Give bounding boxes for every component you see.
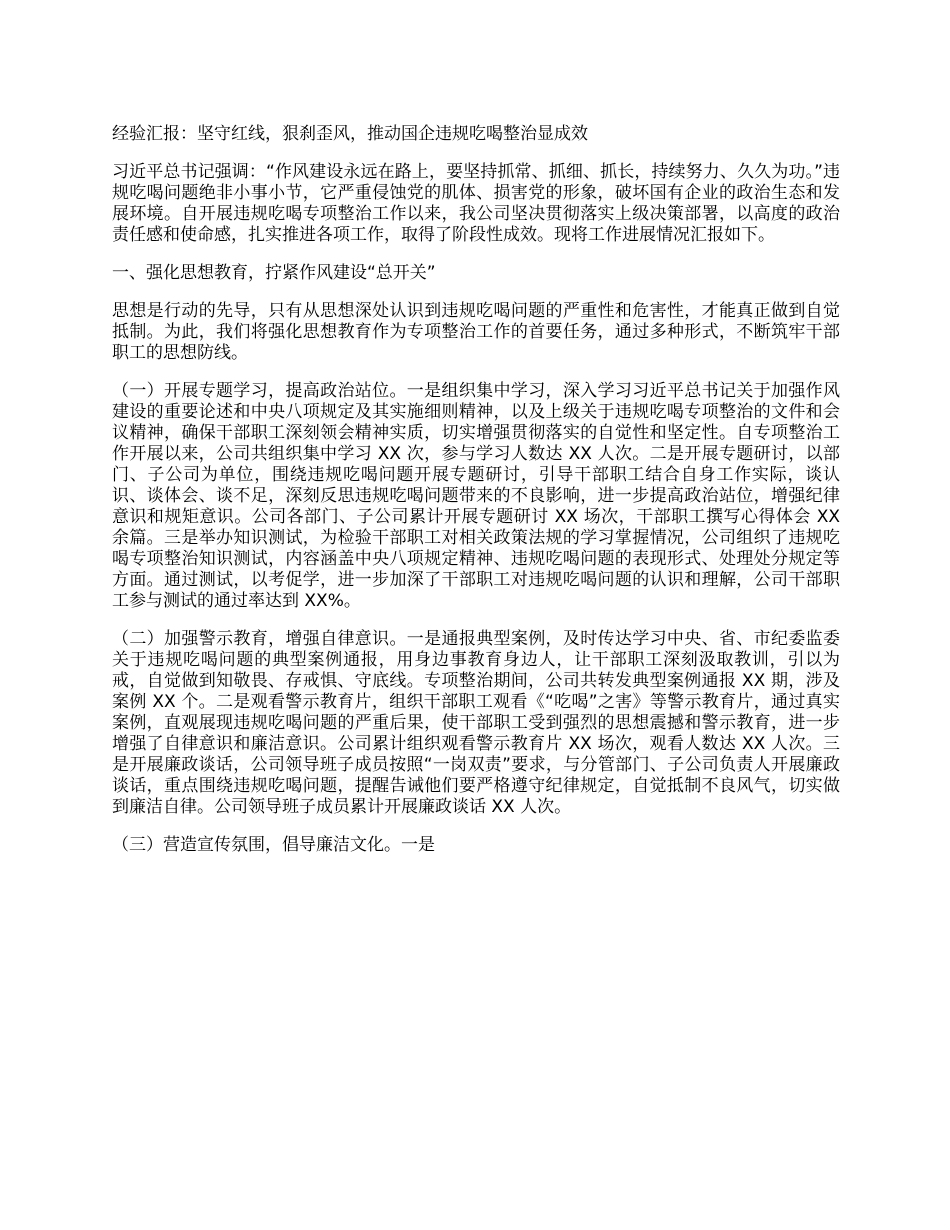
section-heading-1: 一、强化思想教育，拧紧作风建设“总开关” xyxy=(112,263,436,283)
intro-paragraph: 习近平总书记强调：“作风建设永远在路上，要坚持抓常、抓细、抓长，持续努力、久久为功。”违规吃喝问题绝非小事小节，它严重侵蚀党的肌体、损害党的形象，破坏国有企业的政治生态和发展环境。自开展违规吃喝专项整治工作以来，我公司坚决贯彻落实上级决策部署，以高度的政治责任感和使命感，扎实推进各项工作，取得了阶段性成效。现将工作进展情况汇报如下。 xyxy=(112,162,840,245)
item-3-paragraph: （三）营造宣传氛围，倡导廉洁文化。一是 xyxy=(112,835,435,855)
section-intro-paragraph: 思想是行动的先导，只有从思想深处认识到违规吃喝问题的严重性和危害性，才能真正做到自觉抵制。为此，我们将强化思想教育作为专项整治工作的首要任务，通过多种形式，不断筑牢干部职工的思想防线。 xyxy=(112,301,840,363)
document-page xyxy=(112,124,840,873)
item-1-paragraph: （一）开展专题学习，提高政治站位。一是组织集中学习，深入学习习近平总书记关于加强作风建设的重要论述和中央八项规定及其实施细则精神，以及上级关于违规吃喝专项整治的文件和会议精神，确保干部职工深刻领会精神实质，切实增强贯彻落实的自觉性和坚定性。自专项整治工作开展以来，公司共组织集中学习 XX 次，参与学习人数达 XX 人次。二是开展专题研讨，以部门、子公司为单位，围绕违规吃喝问题开展专题研讨，引导干部职工结合自身工作实际，谈认识、谈体会、谈不足，深刻反思违规吃喝问题带来的不良影响，进一步提高政治站位，增强纪律意识和规矩意识。公司各部门、子公司累计开展专题研讨 XX 场次，干部职工撰写心得体会 XX 余篇。三是举办知识测试，为检验干部职工对相关政策法规的学习掌握情况，公司组织了违规吃喝专项整治知识测试，内容涵盖中央八项规定精神、违规吃喝问题的表现形式、处理处分规定等方面。通过测试，以考促学，进一步加深了干部职工对违规吃喝问题的认识和理解，公司干部职工参与测试的通过率达到 XX%。 xyxy=(112,381,840,611)
document-title: 经验汇报：坚守红线，狠刹歪风，推动国企违规吃喝整治显成效 xyxy=(112,124,588,144)
item-2-paragraph: （二）加强警示教育，增强自律意识。一是通报典型案例，及时传达学习中央、省、市纪委监委关于违规吃喝问题的典型案例通报，用身边事教育身边人，让干部职工深刻汲取教训，引以为戒，自觉做到知敬畏、存戒惧、守底线。专项整治期间，公司共转发典型案例通报 XX 期，涉及案例 XX 个。二是观看警示教育片，组织干部职工观看《“吃喝”之害》等警示教育片，通过真实案例，直观展现违规吃喝问题的严重后果，使干部职工受到强烈的思想震撼和警示教育，进一步增强了自律意识和廉洁意识。公司累计组织观看警示教育片 XX 场次，观看人数达 XX 人次。三是开展廉政谈话，公司领导班子成员按照“一岗双责”要求，与分管部门、子公司负责人开展廉政谈话，重点围绕违规吃喝问题，提醒告诫他们要严格遵守纪律规定，自觉抵制不良风气，切实做到廉洁自律。公司领导班子成员累计开展廉政谈话 XX 人次。 xyxy=(112,629,840,817)
